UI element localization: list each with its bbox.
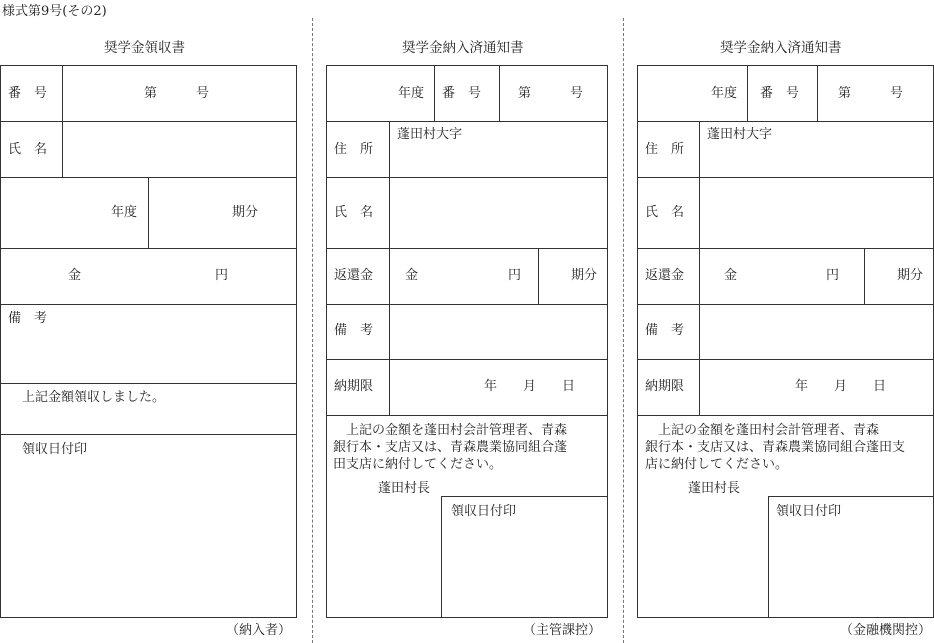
divider (0, 248, 297, 249)
period-label: 期分 (571, 268, 598, 283)
payment-note (645, 422, 905, 473)
divider (637, 177, 934, 178)
note-line: 銀行本・支店又は、青森農業協同組合蓬 (333, 440, 568, 455)
divider (538, 248, 539, 304)
yen-label: 円 (508, 268, 522, 283)
note-line: 銀行本・支店又は、青森農業協同組合蓬田支 (645, 440, 906, 455)
date-stamp-label: 領収日付印 (451, 504, 517, 519)
divider (637, 359, 934, 360)
cut-line-1 (312, 18, 313, 643)
mayor-label: 蓬田村長 (378, 481, 431, 496)
name-label: 氏 名 (334, 205, 374, 220)
deadline-date-field[interactable]: 年 月 日 (484, 379, 576, 394)
year-label: 年度 (111, 205, 138, 220)
address-field[interactable]: 蓬田村大字 (707, 127, 773, 142)
divider (326, 248, 608, 249)
name-label: 氏 名 (8, 142, 48, 157)
year-label: 年度 (398, 86, 425, 101)
deadline-date-field[interactable]: 年 月 日 (795, 379, 887, 394)
note-line: 上記の金額を蓬田村会計管理者、青森 (645, 423, 880, 438)
deadline-label: 納期限 (645, 379, 685, 394)
repay-label: 返還金 (334, 268, 374, 283)
copy-label: （納入者） (226, 623, 292, 638)
divider (389, 121, 390, 415)
cut-line-2 (623, 18, 624, 643)
divider (326, 177, 608, 178)
number-field[interactable]: 第 号 (838, 86, 904, 101)
divider (148, 177, 149, 248)
address-label: 住 所 (645, 142, 685, 157)
divider (637, 304, 934, 305)
divider (864, 248, 865, 304)
divider (0, 434, 297, 435)
period-label: 期分 (232, 205, 259, 220)
divider (62, 65, 63, 177)
divider (0, 304, 297, 305)
address-label: 住 所 (334, 142, 374, 157)
yen-label: 円 (215, 268, 229, 283)
notice-main-title: 奨学金納入済通知書 (402, 40, 524, 56)
divider (747, 65, 748, 121)
divider (326, 304, 608, 305)
divider (637, 415, 934, 416)
period-label: 期分 (897, 268, 924, 283)
number-label: 番 号 (760, 86, 800, 101)
divider (637, 121, 934, 122)
date-stamp-label: 領収日付印 (776, 504, 842, 519)
amount-label: 金 (724, 268, 738, 283)
divider (441, 496, 442, 618)
remarks-label: 備 考 (8, 311, 48, 326)
amount-label: 金 (68, 268, 82, 283)
notice-bank-title: 奨学金納入済通知書 (720, 40, 842, 56)
form-number-label: 様式第9号(その2) (2, 4, 107, 19)
date-stamp-label: 領収日付印 (22, 442, 88, 457)
mayor-label: 蓬田村長 (688, 481, 741, 496)
divider (0, 121, 297, 122)
number-label: 番 号 (8, 86, 48, 101)
receipt-title: 奨学金領収書 (104, 40, 185, 56)
remarks-label: 備 考 (645, 323, 685, 338)
divider (699, 121, 700, 415)
divider (768, 496, 934, 497)
number-label: 番 号 (442, 86, 482, 101)
divider (637, 248, 934, 249)
divider (768, 496, 769, 618)
received-text: 上記金額領収しました。 (22, 390, 166, 405)
divider (0, 383, 297, 384)
note-line: 店に納付してください。 (645, 457, 789, 472)
divider (817, 65, 818, 121)
divider (441, 496, 608, 497)
name-label: 氏 名 (645, 205, 685, 220)
divider (499, 65, 500, 121)
yen-label: 円 (826, 268, 840, 283)
divider (326, 415, 608, 416)
payment-note (333, 422, 567, 473)
remarks-label: 備 考 (334, 323, 374, 338)
amount-label: 金 (405, 268, 419, 283)
address-field[interactable]: 蓬田村大字 (397, 127, 463, 142)
copy-label: （主管課控） (523, 623, 602, 638)
divider (326, 121, 608, 122)
copy-label: （金融機関控） (840, 623, 932, 638)
note-line: 田支店に納付してください。 (333, 457, 503, 472)
year-label: 年度 (711, 86, 738, 101)
number-field[interactable]: 第 号 (518, 86, 584, 101)
number-field[interactable]: 第 号 (144, 86, 210, 101)
repay-label: 返還金 (645, 268, 685, 283)
note-line: 上記の金額を蓬田村会計管理者、青森 (333, 423, 568, 438)
divider (326, 359, 608, 360)
deadline-label: 納期限 (334, 379, 374, 394)
divider (434, 65, 435, 121)
